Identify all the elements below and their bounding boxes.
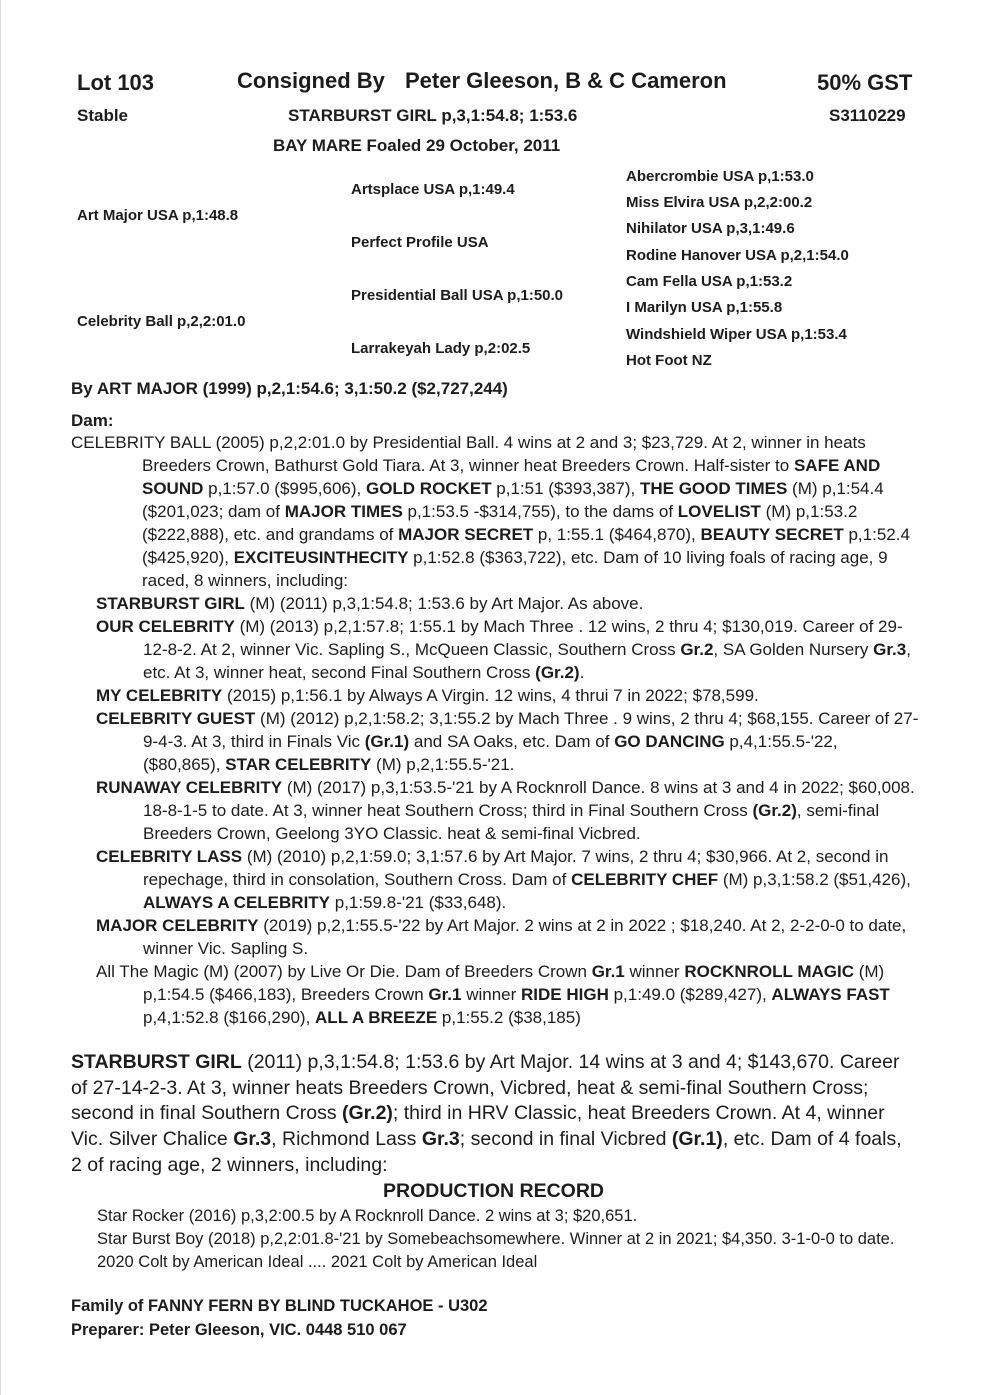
progeny-entry: OUR CELEBRITY (M) (2013) p,2,1:57.8; 1:55.1 by Mach Three . 12 wins, 2 thru 4; $130,019. Career of 29-12-8-2. At 2, winner Vic. Sapling S., McQueen Classic, Southern Cross Gr.2, SA Golden Nursery Gr.3, etc. At 3, winner heat, second Final Southern Cross (Gr.2). [96, 617, 911, 682]
family-line: Family of FANNY FERN BY BLIND TUCKAHOE - U302 [71, 1297, 488, 1315]
pedigree-dam: Celebrity Ball p,2,2:01.0 [77, 313, 246, 330]
pedigree-gen3: Hot Foot NZ [626, 352, 712, 369]
consigned-by-label: Consigned By [237, 68, 385, 93]
pedigree-gen3: Nihilator USA p,3,1:49.6 [626, 220, 795, 237]
pedigree-gen2: Artsplace USA p,1:49.4 [351, 181, 515, 198]
pedigree-gen2: Perfect Profile USA [351, 234, 489, 251]
production-record-title: PRODUCTION RECORD [382, 1179, 604, 1202]
production-item: Star Burst Boy (2018) p,2,2:01.8-'21 by Somebeachsomewhere. Winner at 2 in 2021; $4,350. 3-1-0-0 to date. [97, 1230, 895, 1248]
consignor-name: Peter Gleeson, B & C Cameron [405, 68, 727, 93]
progeny-entry: All The Magic (M) (2007) by Live Or Die. Dam of Breeders Crown Gr.1 winner ROCKNROLL MAGIC (M) p,1:54.5 ($466,183), Breeders Crown Gr.1 winner RIDE HIGH p,1:49.0 ($289,427), ALWAYS FAST p,4,1:52.8 ($166,290), ALL A BREEZE p,1:55.2 ($38,185) [96, 962, 890, 1027]
production-record [71, 1205, 926, 1274]
dam-section [71, 431, 919, 1029]
preparer-line: Preparer: Peter Gleeson, VIC. 0448 510 067 [71, 1321, 407, 1339]
gst-label: 50% GST [817, 70, 913, 95]
lot-number: Lot 103 [77, 70, 155, 95]
progeny-entry: MY CELEBRITY (2015) p,1:56.1 by Always A Virgin. 12 wins, 4 thrui 7 in 2022; $78,599. [96, 686, 759, 705]
sire-line: By ART MAJOR (1999) p,2,1:54.6; 3,1:50.2 ($2,727,244) [71, 379, 508, 398]
sale-code: S3110229 [829, 106, 906, 125]
progeny-entry: STARBURST GIRL (M) (2011) p,3,1:54.8; 1:53.6 by Art Major. As above. [96, 594, 644, 613]
horse-title: STARBURST GIRL p,3,1:54.8; 1:53.6 [288, 106, 578, 125]
pedigree-gen2: Presidential Ball USA p,1:50.0 [351, 287, 564, 304]
progeny-entry: CELEBRITY LASS (M) (2010) p,2,1:59.0; 3,1:57.6 by Art Major. 7 wins, 2 thru 4; $30,966. At 2, second in repechage, third in consolation, Southern Cross. Dam of CELEBRITY CHEF (M) p,3,1:58.2 ($51,426), ALWAYS A CELEBRITY p,1:59.8-'21 ($33,648). [96, 847, 911, 912]
stable-label: Stable [77, 106, 129, 125]
progeny-entry: RUNAWAY CELEBRITY (M) (2017) p,3,1:53.5-'21 by A Rocknroll Dance. 8 wins at 3 and 4 in 2022; $60,008. 18-8-1-5 to date. At 3, winner heat Southern Cross; third in Final Southern Cross (Gr.2), semi-final Breeders Crown, Geelong 3YO Classic. heat & semi-final Vicbred. [96, 778, 915, 843]
main-horse-paragraph: STARBURST GIRL (2011) p,3,1:54.8; 1:53.6 by Art Major. 14 wins at 3 and 4; $143,670. Career of 27-14-2-3. At 3, winner heats Breeders Crown, Vicbred, heat & semi-final Southern Cross; second in final Southern Cross (Gr.2); third in HRV Classic, heat Breeders Crown. At 4, winner Vic. Silver Chalice Gr.3, Richmond Lass Gr.3; second in final Vicbred (Gr.1), etc. Dam of 4 foals, 2 of racing age, 2 winners, including: PRODUCTION RECORD [71, 1050, 916, 1204]
progeny-entry: MAJOR CELEBRITY (2019) p,2,1:55.5-'22 by Art Major. 2 wins at 2 in 2022 ; $18,240. At 2, 2-2-0-0 to date, winner Vic. Sapling S. [96, 916, 907, 958]
dam-label: Dam: [71, 411, 114, 430]
pedigree-gen2: Larrakeyah Lady p,2:02.5 [351, 340, 531, 357]
production-colts: 2020 Colt by American Ideal .... 2021 Colt by American Ideal [97, 1253, 538, 1271]
pedigree-gen3: Windshield Wiper USA p,1:53.4 [626, 326, 847, 343]
pedigree-gen3: Cam Fella USA p,1:53.2 [626, 273, 793, 290]
pedigree-gen3: Rodine Hanover USA p,2,1:54.0 [626, 247, 849, 264]
pedigree-sire: Art Major USA p,1:48.8 [77, 207, 239, 224]
pedigree-gen3: Abercrombie USA p,1:53.0 [626, 168, 814, 185]
dam-paragraph: CELEBRITY BALL (2005) p,2,2:01.0 by Presidential Ball. 4 wins at 2 and 3; $23,729. At 2, winner in heats Breeders Crown, Bathurst Gold Tiara. At 3, winner heat Breeders Crown. Half-sister to SAFE AND SOUND p,1:57.0 ($995,606), GOLD ROCKET p,1:51 ($393,387), THE GOOD TIMES (M) p,1:54.4 ($201,023; dam of MAJOR TIMES p,1:53.5 -$314,755), to the dams of LOVELIST (M) p,1:53.2 ($222,888), etc. and grandams of MAJOR SECRET p, 1:55.1 ($464,870), BEAUTY SECRET p,1:52.4 ($425,920), EXCITEUSINTHECITY p,1:52.8 ($363,722), etc. Dam of 10 living foals of racing age, 9 raced, 8 winners, including: [71, 433, 910, 590]
progeny-entry: CELEBRITY GUEST (M) (2012) p,2,1:58.2; 3,1:55.2 by Mach Three . 9 wins, 2 thru 4; $68,155. Career of 27-9-4-3. At 3, third in Finals Vic (Gr.1) and SA Oaks, etc. Dam of GO DANCING p,4,1:55.5-'22, ($80,865), STAR CELEBRITY (M) p,2,1:55.5-'21. [96, 709, 919, 774]
production-item: Star Rocker (2016) p,3,2:00.5 by A Rocknroll Dance. 2 wins at 3; $20,651. [97, 1207, 638, 1225]
foaled-line: BAY MARE Foaled 29 October, 2011 [273, 136, 561, 155]
pedigree-gen3: I Marilyn USA p,1:55.8 [626, 299, 783, 316]
pedigree-gen3: Miss Elvira USA p,2,2:00.2 [626, 194, 813, 211]
